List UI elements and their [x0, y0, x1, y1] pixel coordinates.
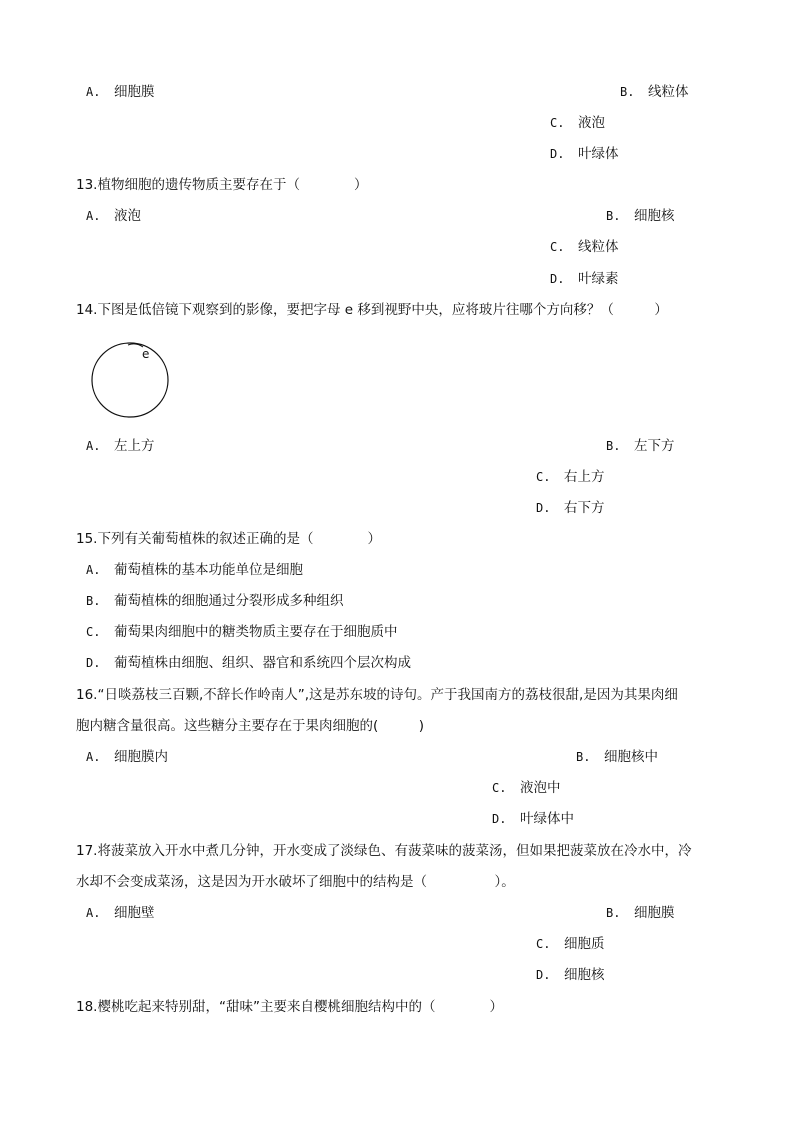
q14-option-a-text: 左上方 — [114, 438, 155, 454]
q16-stem-line-2: 胞内糖含量很高。这些糖分主要存在于果肉细胞的( ) — [76, 718, 425, 734]
q14-option-c-letter: C. — [536, 470, 551, 484]
q15-option-a-letter: A. — [86, 563, 101, 577]
q18-stem: 18.樱桃吃起来特别甜，“甜味”主要来自樱桃细胞结构中的（ ） — [76, 999, 503, 1015]
q15-option-b-text: 葡萄植株的细胞通过分裂形成多种组织 — [114, 593, 344, 609]
q15-option-c-letter: C. — [86, 625, 101, 639]
q16-option-c-text: 液泡中 — [520, 780, 561, 796]
q12-option-a-letter: A. — [86, 85, 101, 99]
figure-letter-e: e — [142, 347, 150, 361]
field-of-view-circle — [92, 343, 168, 417]
q12-option-d-letter: D. — [550, 147, 565, 161]
q15-option-a-text: 葡萄植株的基本功能单位是细胞 — [114, 562, 303, 578]
q15-stem: 15.下列有关葡萄植株的叙述正确的是（ ） — [76, 531, 381, 547]
q17-option-b-text: 细胞膜 — [634, 905, 675, 921]
q15-option-c-text: 葡萄果肉细胞中的糖类物质主要存在于细胞质中 — [114, 624, 398, 640]
q14-option-b-text: 左下方 — [634, 438, 675, 454]
q13-option-d-letter: D. — [550, 272, 565, 286]
q17-option-d-text: 细胞核 — [564, 967, 605, 983]
q17-option-a-text: 细胞壁 — [114, 905, 155, 921]
q12-option-d-text: 叶绿体 — [578, 146, 619, 162]
q17-option-b-letter: B. — [606, 906, 621, 920]
q17-option-a-letter: A. — [86, 906, 101, 920]
q13-option-a-letter: A. — [86, 209, 101, 223]
q14-option-b-letter: B. — [606, 439, 621, 453]
q14-option-c-text: 右上方 — [564, 469, 605, 485]
q13-stem: 13.植物细胞的遗传物质主要存在于（ ） — [76, 177, 368, 193]
q13-option-b-letter: B. — [606, 209, 621, 223]
q17-option-c-letter: C. — [536, 937, 551, 951]
q16-stem-line-1: 16.“日啖荔枝三百颗,不辞长作岭南人”,这是苏东坡的诗句。产于我国南方的荔枝很甜,是因为其果肉细 — [76, 687, 678, 703]
q15-option-d-text: 葡萄植株由细胞、组织、器官和系统四个层次构成 — [114, 655, 411, 671]
q13-option-c-letter: C. — [550, 240, 565, 254]
q14-option-d-text: 右下方 — [564, 500, 605, 516]
q16-option-a-text: 细胞膜内 — [114, 749, 168, 765]
q17-option-d-letter: D. — [536, 968, 551, 982]
q13-option-d-text: 叶绿素 — [578, 271, 619, 287]
q17-stem-line-1: 17.将菠菜放入开水中煮几分钟，开水变成了淡绿色、有菠菜味的菠菜汤，但如果把菠菜放在冷水中，冷 — [76, 843, 692, 859]
q13-option-b-text: 细胞核 — [634, 208, 675, 224]
microscope-field-figure — [88, 337, 174, 421]
q14-option-d-letter: D. — [536, 501, 551, 515]
q17-stem-line-2: 水却不会变成菜汤，这是因为开水破坏了细胞中的结构是（ ）。 — [76, 874, 515, 890]
q16-option-d-text: 叶绿体中 — [520, 811, 574, 827]
q12-option-b-letter: B. — [620, 85, 635, 99]
q16-option-a-letter: A. — [86, 750, 101, 764]
q16-option-b-text: 细胞核中 — [604, 749, 658, 765]
q16-option-b-letter: B. — [576, 750, 591, 764]
q16-option-d-letter: D. — [492, 812, 507, 826]
q12-option-b-text: 线粒体 — [648, 84, 689, 100]
q14-stem: 14.下图是低倍镜下观察到的影像，要把字母 e 移到视野中央，应将玻片往哪个方向移？（ ） — [76, 302, 668, 318]
q15-option-d-letter: D. — [86, 656, 101, 670]
q16-option-c-letter: C. — [492, 781, 507, 795]
q13-option-c-text: 线粒体 — [578, 239, 619, 255]
q14-option-a-letter: A. — [86, 439, 101, 453]
q12-option-a-text: 细胞膜 — [114, 84, 155, 100]
q12-option-c-text: 液泡 — [578, 115, 605, 131]
q15-option-b-letter: B. — [86, 594, 101, 608]
q13-option-a-text: 液泡 — [114, 208, 141, 224]
q12-option-c-letter: C. — [550, 116, 565, 130]
q17-option-c-text: 细胞质 — [564, 936, 605, 952]
